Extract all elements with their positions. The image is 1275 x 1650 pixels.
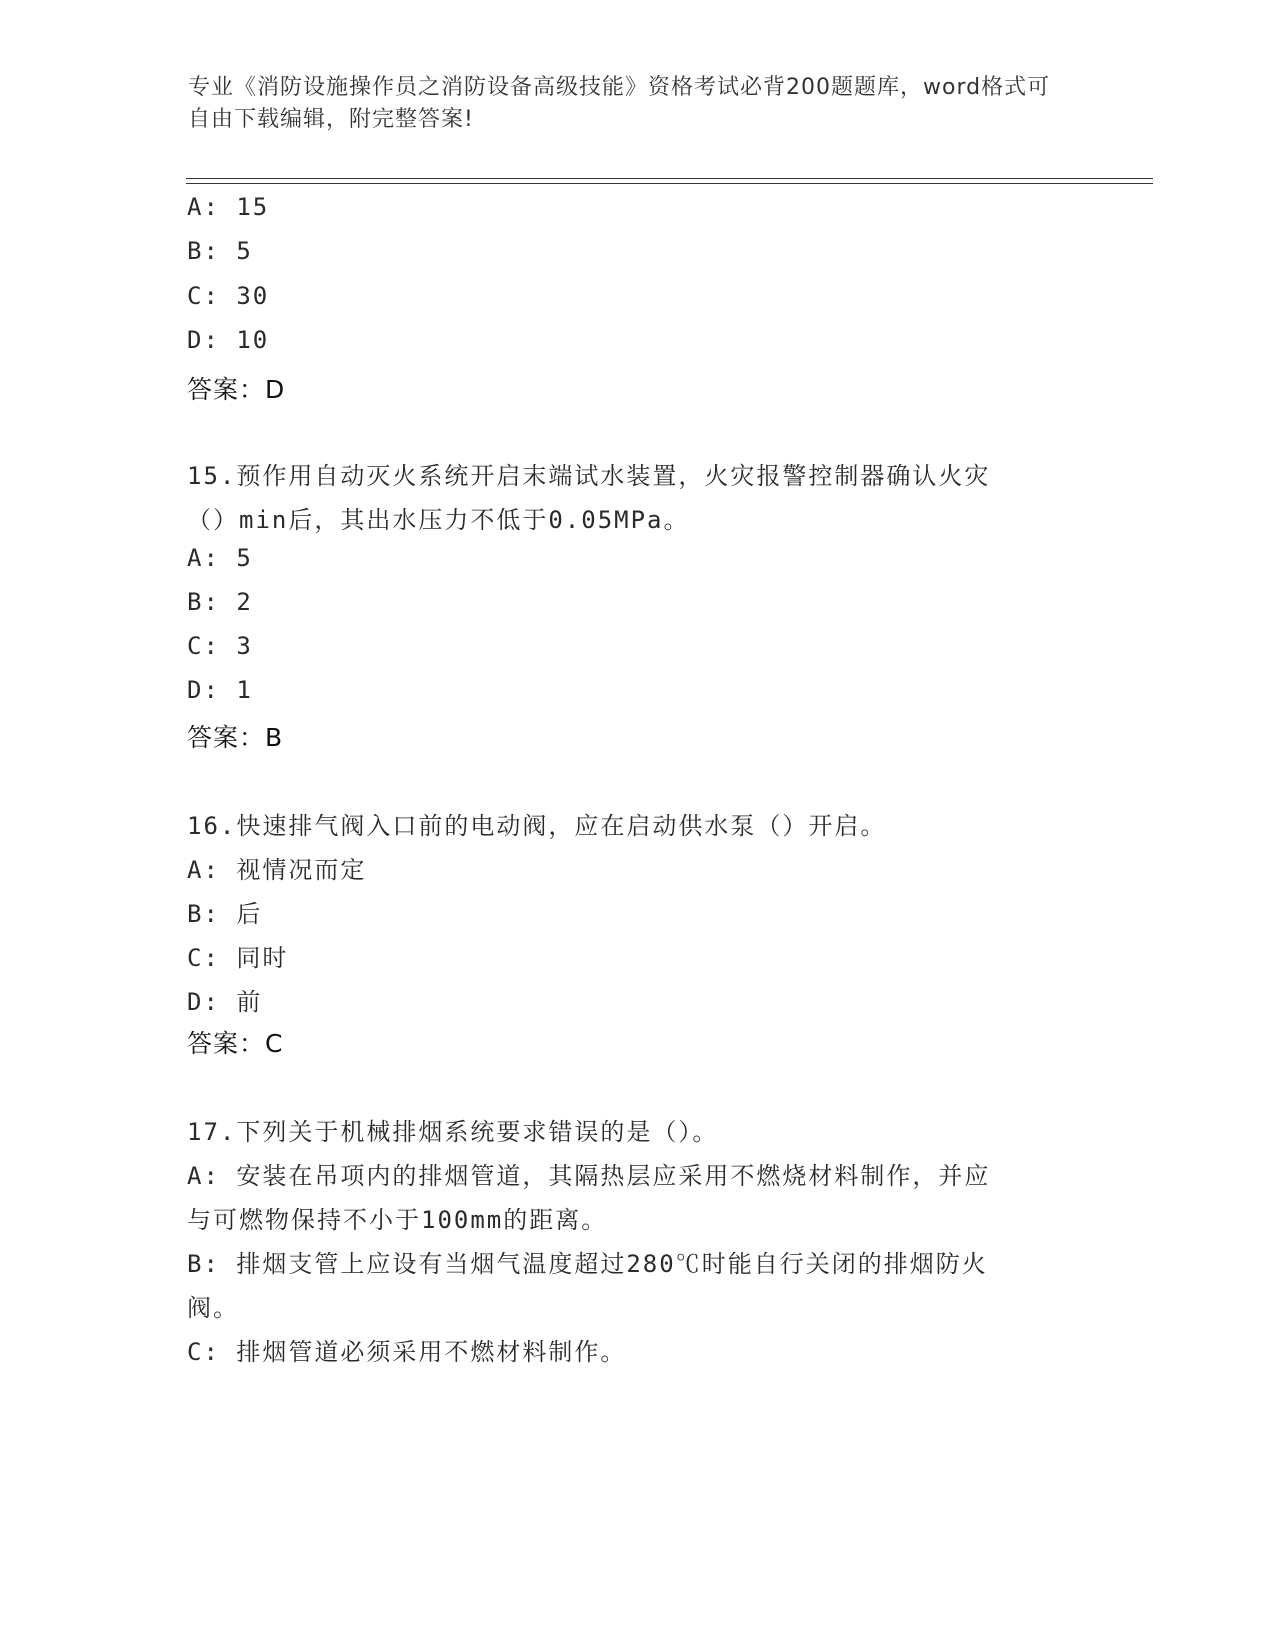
q16-option-a: A: 视情况而定 <box>187 856 367 884</box>
q15-option-d: D: 1 <box>187 676 253 704</box>
q15-option-a: A: 5 <box>187 544 253 572</box>
q16-option-b: B: 后 <box>187 900 263 928</box>
q14-option-c: C: 30 <box>187 282 270 310</box>
q17-option-b-line-2: 阀。 <box>187 1294 239 1322</box>
q17-stem: 17.下列关于机械排烟系统要求错误的是（）。 <box>187 1118 719 1146</box>
q17-option-c: C: 排烟管道必须采用不燃材料制作。 <box>187 1338 627 1366</box>
q15-answer: 答案：B <box>187 723 284 752</box>
document-header: 专业《消防设施操作员之消防设备高级技能》资格考试必背200题题库，word格式可自由下载编辑，附完整答案! <box>188 75 1051 132</box>
q15-option-b: B: 2 <box>187 588 253 616</box>
q14-option-b: B: 5 <box>187 237 253 265</box>
q15-option-c: C: 3 <box>187 632 253 660</box>
q17-option-a-line-2: 与可燃物保持不小于100mm的距离。 <box>187 1206 608 1234</box>
q14-option-d: D: 10 <box>187 326 270 354</box>
q16-option-d: D: 前 <box>187 988 263 1016</box>
q14-answer: 答案：D <box>187 375 286 404</box>
q15-stem-line-1: 15.预作用自动灭火系统开启末端试水装置，火灾报警控制器确认火灾 <box>187 462 991 490</box>
q17-option-a-line-1: A: 安装在吊项内的排烟管道，其隔热层应采用不燃烧材料制作，并应 <box>187 1162 991 1190</box>
q15-stem-line-2: （）min后，其出水压力不低于0.05MPa。 <box>187 506 690 534</box>
q14-option-a: A: 15 <box>187 193 270 221</box>
q17-option-b-line-1: B: 排烟支管上应设有当烟气温度超过280℃时能自行关闭的排烟防火 <box>187 1250 988 1278</box>
q16-option-c: C: 同时 <box>187 944 289 972</box>
header-divider-top <box>186 178 1153 179</box>
header-divider-bottom <box>186 183 1153 184</box>
q16-stem: 16.快速排气阀入口前的电动阀，应在启动供水泵（）开启。 <box>187 812 887 840</box>
q16-answer: 答案：C <box>187 1029 284 1058</box>
